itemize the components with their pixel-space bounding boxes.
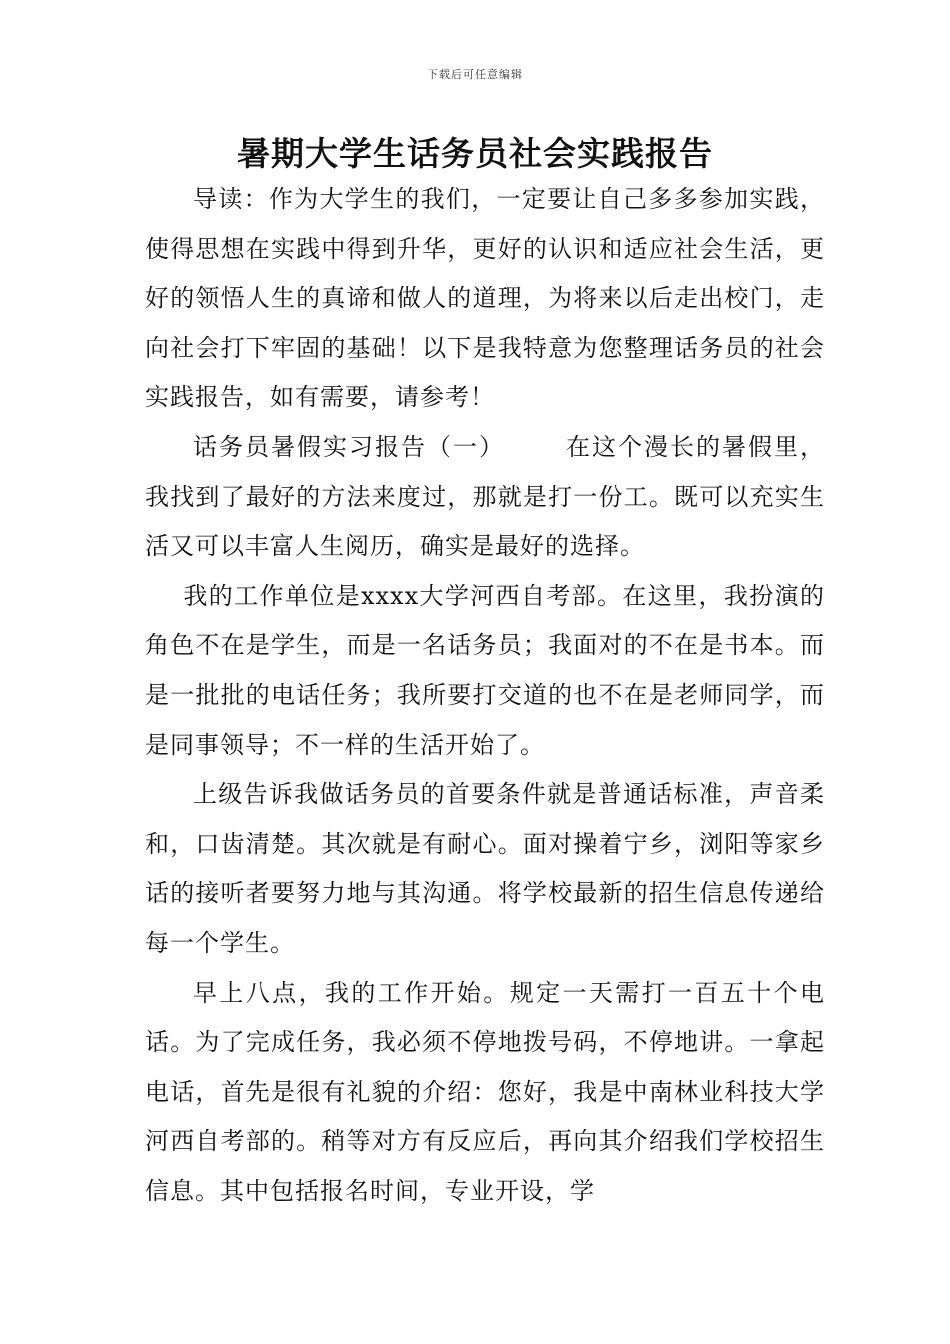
document-body <box>145 175 825 1216</box>
intro-paragraph: 导读：作为大学生的我们，一定要让自己多多参加实践，使得思想在实践中得到升华，更好的认识和适应社会生活，更好的领悟人生的真谛和做人的道理，为将来以后走出校门，走向社会打下牢固的基础！以下是我特意为您整理话务员的社会实践报告，如有需要，请参考！ <box>145 185 825 412</box>
header-note: 下载后可任意编辑 <box>427 68 523 81</box>
requirements-paragraph: 上级告诉我做话务员的首要条件就是普通话标准，声音柔和，口齿清楚。其次就是有耐心。面对操着宁乡，浏阳等家乡话的接听者要努力地与其沟通。将学校最新的招生信息传递给每一个学生。 <box>145 780 825 957</box>
section-body: 在这个漫长的暑假里，我找到了最好的方法来度过，那就是打一份工。既可以充实生活又可以丰富人生阅历，确实是最好的选择。 <box>145 432 825 561</box>
document-title: 暑期大学生话务员社会实践报告 <box>237 134 713 173</box>
section-heading: 话务员暑假实习报告（一） <box>193 432 505 461</box>
daily-work-paragraph: 早上八点，我的工作开始。规定一天需打一百五十个电话。为了完成任务，我必须不停地拨号码，不停地讲。一拿起电话，首先是很有礼貌的介绍：您好，我是中南林业科技大学河西自考部的。稍等对方有反应后，再向其介绍我们学校招生信息。其中包括报名时间，专业开设，学 <box>145 978 825 1205</box>
workplace-paragraph: 我的工作单位是xxxx大学河西自考部。在这里，我扮演的角色不在是学生，而是一名话务员；我面对的不在是书本。而是一批批的电话任务；我所要打交道的也不在是老师同学，而是同事领导；不一样的生活开始了。 <box>145 581 825 759</box>
report-section-paragraph <box>145 423 825 572</box>
